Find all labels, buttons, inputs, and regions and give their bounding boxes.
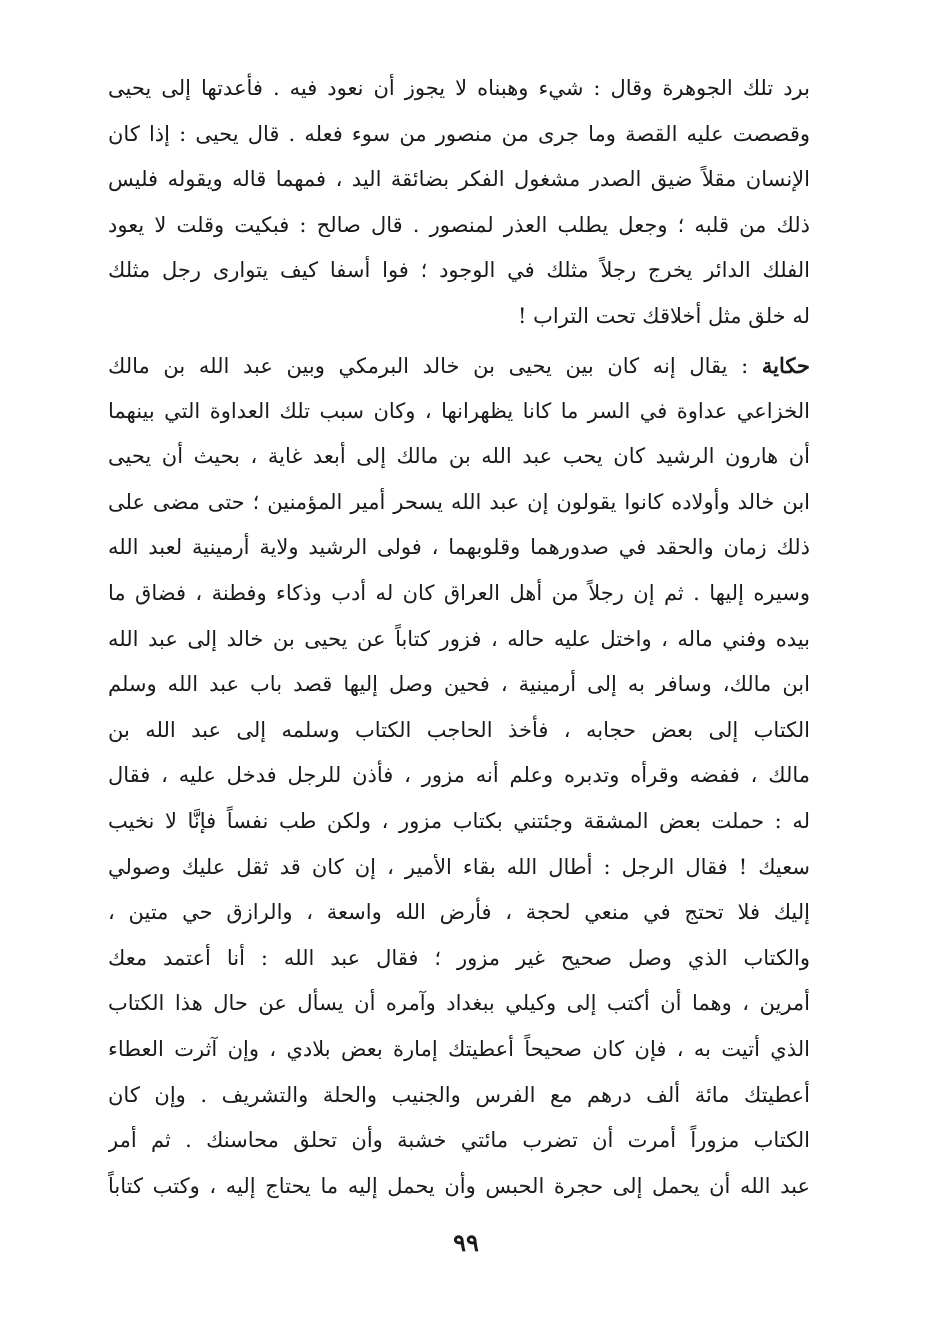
first-line-text: : يقال إنه كان بين يحيى بن خالد البرمكي وبين عبد الله بن مالك xyxy=(108,354,762,378)
text-line: الذي أتيت به ، فإن كان صحيحاً أعطيتك إمارة بعض بلادي ، وإن آثرت العطاء xyxy=(108,1036,810,1061)
page-number: ٩٩ xyxy=(453,1228,479,1257)
text-line: الإنسان مقلاً ضيق الصدر مشغول الفكر بضائقة اليد ، فمهما قاله ويقوله فليس xyxy=(108,167,810,192)
text-line: والكتاب الذي وصل صحيح غير مزور ؛ فقال عبد الله : أنا أعتمد معك xyxy=(108,945,810,970)
text-line: وسيره إليها . ثم إن رجلاً من أهل العراق كان له أدب وذكاء وفطنة ، فضاق ما xyxy=(108,580,810,605)
text-line: أمرين ، وهما أن أكتب إلى وكيلي ببغداد وآمره أن يسأل عن حال هذا الكتاب xyxy=(108,991,810,1016)
text-line: بيده وفني ماله ، واختل عليه حاله ، فزور كتاباً عن يحيى بن خالد إلى عبد الله xyxy=(108,626,810,651)
paragraph-2 xyxy=(108,343,810,1209)
paragraph-1 xyxy=(108,66,810,340)
text-line: ذلك من قلبه ؛ وجعل يطلب العذر لمنصور . قال صالح : فبكيت وقلت لا يعود xyxy=(108,212,810,237)
text-line: سعيك ! فقال الرجل : أطال الله بقاء الأمير ، إن كان قد ثقل عليك وصولي xyxy=(108,854,810,879)
text-line: مالك ، ففضه وقرأه وتدبره وعلم أنه مزور ، فأذن للرجل فدخل عليه ، فقال xyxy=(108,763,810,788)
text-line: برد تلك الجوهرة وقال : شيء وهبناه لا يجوز أن نعود فيه . فأعدتها إلى يحيى xyxy=(108,76,810,100)
text-line: الخزاعي عداوة في السر ما كانا يظهرانها ، وكان سبب تلك العداوة التي بينهما xyxy=(108,398,810,423)
text-line: أعطيتك مائة ألف درهم مع الفرس والجنيب والحلة والتشريف . وإن كان xyxy=(108,1082,810,1107)
text-line: الكتاب إلى بعض حجابه ، فأخذ الحاجب الكتاب وسلمه إلى عبد الله بن xyxy=(108,717,810,742)
text-line: ابن مالك، وسافر به إلى أرمينية ، فحين وصل إليها قصد باب عبد الله وسلم xyxy=(108,672,810,697)
text-line: الفلك الدائر يخرج رجلاً مثلك في الوجود ؛ فوا أسفا كيف يتوارى رجل مثلك xyxy=(108,258,810,283)
text-line: وقصصت عليه القصة وما جرى من منصور من سوء فعله . قال يحيى : إذا كان xyxy=(108,121,810,146)
text-line-first xyxy=(108,343,810,389)
text-line: ذلك زمان والحقد في صدورهما وقلوبهما ، فولى الرشيد ولاية أرمينية لعبد الله xyxy=(108,535,810,560)
text-line: عبد الله أن يحمل إلى حجرة الحبس وأن يحمل إليه ما يحتاج إليه ، وكتب كتاباً xyxy=(108,1173,810,1198)
text-line: له : حملت بعض المشقة وجئتني بكتاب مزور ، ولكن طب نفساً فإنَّا لا نخيب xyxy=(108,808,810,833)
text-line: إليك فلا تحتج في منعي لحجة ، فأرض الله واسعة ، والرازق حي متين ، xyxy=(108,900,810,925)
text-line: أن هارون الرشيد كان يحب عبد الله بن مالك إلى أبعد غاية ، بحيث أن يحيى xyxy=(108,444,810,469)
text-line: الكتاب مزوراً أمرت أن تضرب مائتي خشبة وأن تحلق محاسنك . ثم أمر xyxy=(108,1128,810,1153)
text-line: له خلق مثل أخلاقك تحت التراب ! xyxy=(518,303,810,328)
story-heading: حكاية xyxy=(761,353,810,378)
text-line: ابن خالد وأولاده كانوا يقولون إن عبد الله يسحر أمير المؤمنين ؛ حتى مضى على xyxy=(108,489,810,514)
